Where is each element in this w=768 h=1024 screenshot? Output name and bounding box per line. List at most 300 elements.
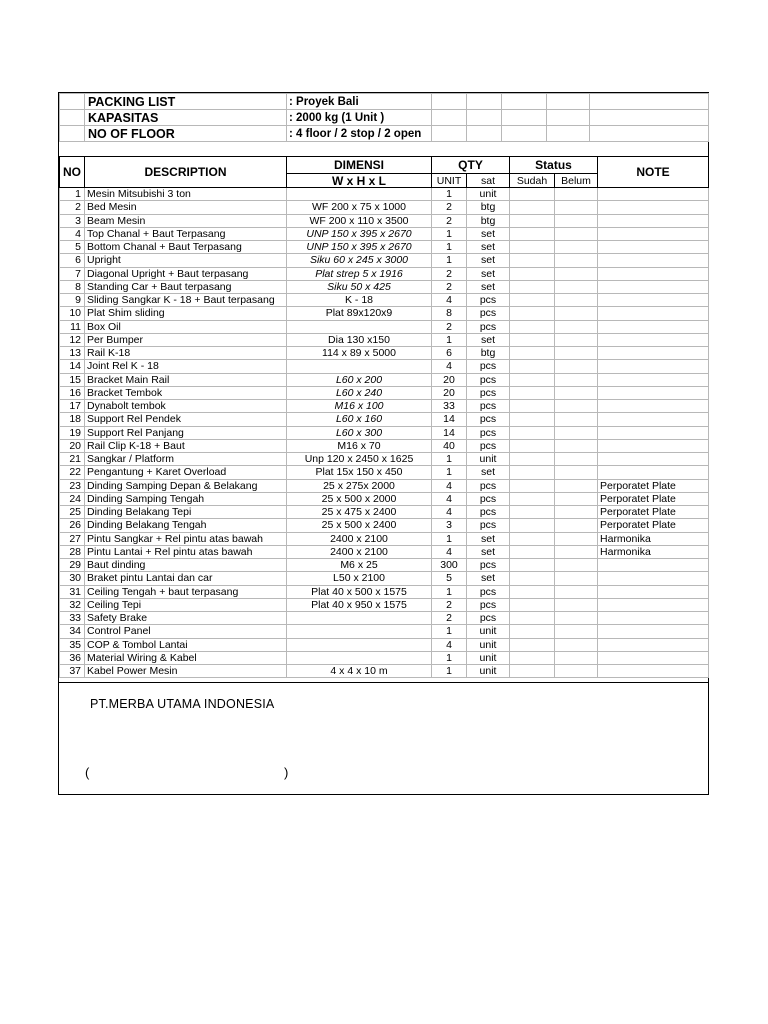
item-dimension: L60 x 160 — [287, 413, 432, 426]
item-qty-sat: set — [467, 280, 510, 293]
table-row — [60, 585, 709, 598]
item-qty-sat: set — [467, 241, 510, 254]
item-status-belum — [555, 439, 598, 452]
item-description: Rail K-18 — [85, 347, 287, 360]
item-dimension: Plat strep 5 x 1916 — [287, 267, 432, 280]
item-no: 1 — [60, 188, 85, 201]
item-dimension: L60 x 300 — [287, 426, 432, 439]
item-qty-unit: 4 — [432, 492, 467, 505]
table-row — [60, 439, 709, 452]
item-description: Sangkar / Platform — [85, 453, 287, 466]
item-status-sudah — [510, 585, 555, 598]
item-qty-unit: 1 — [432, 466, 467, 479]
item-description: Dinding Belakang Tepi — [85, 506, 287, 519]
item-description: Pintu Lantai + Rel pintu atas bawah — [85, 545, 287, 558]
item-qty-unit: 33 — [432, 400, 467, 413]
item-no: 28 — [60, 545, 85, 558]
item-qty-sat: pcs — [467, 373, 510, 386]
signature-close-paren: ) — [284, 765, 289, 780]
item-dimension: L60 x 200 — [287, 373, 432, 386]
item-qty-sat: set — [467, 545, 510, 558]
item-no: 2 — [60, 201, 85, 214]
col-status-header: Status — [510, 157, 598, 174]
item-note — [598, 585, 709, 598]
item-qty-unit: 2 — [432, 267, 467, 280]
item-note — [598, 294, 709, 307]
item-status-belum — [555, 638, 598, 651]
item-qty-sat: set — [467, 532, 510, 545]
item-qty-unit: 1 — [432, 254, 467, 267]
table-row — [60, 598, 709, 611]
item-status-sudah — [510, 545, 555, 558]
item-note: Perporatet Plate — [598, 519, 709, 532]
item-status-belum — [555, 254, 598, 267]
item-qty-sat: btg — [467, 214, 510, 227]
item-status-belum — [555, 214, 598, 227]
item-no: 25 — [60, 506, 85, 519]
item-qty-unit: 1 — [432, 453, 467, 466]
item-qty-unit: 1 — [432, 625, 467, 638]
table-row — [60, 506, 709, 519]
item-description: Bracket Main Rail — [85, 373, 287, 386]
item-dimension — [287, 320, 432, 333]
item-status-belum — [555, 267, 598, 280]
item-description: Box Oil — [85, 320, 287, 333]
item-description: Support Rel Pendek — [85, 413, 287, 426]
item-description: Material Wiring & Kabel — [85, 651, 287, 664]
item-note — [598, 638, 709, 651]
item-dimension: K - 18 — [287, 294, 432, 307]
table-row — [60, 294, 709, 307]
item-dimension: 114 x 89 x 5000 — [287, 347, 432, 360]
item-dimension — [287, 360, 432, 373]
item-status-sudah — [510, 267, 555, 280]
item-description: Plat Shim sliding — [85, 307, 287, 320]
item-status-belum — [555, 532, 598, 545]
table-row — [60, 227, 709, 240]
table-row — [60, 333, 709, 346]
item-qty-sat: unit — [467, 665, 510, 678]
item-description: COP & Tombol Lantai — [85, 638, 287, 651]
item-note — [598, 280, 709, 293]
item-status-sudah — [510, 400, 555, 413]
item-qty-unit: 1 — [432, 188, 467, 201]
table-row — [60, 572, 709, 585]
item-note — [598, 320, 709, 333]
col-description-header: DESCRIPTION — [85, 157, 287, 188]
item-status-belum — [555, 386, 598, 399]
item-qty-unit: 1 — [432, 227, 467, 240]
item-status-belum — [555, 241, 598, 254]
item-no: 24 — [60, 492, 85, 505]
table-row — [60, 532, 709, 545]
item-note — [598, 333, 709, 346]
item-status-sudah — [510, 373, 555, 386]
item-dimension: Unp 120 x 2450 x 1625 — [287, 453, 432, 466]
item-qty-unit: 6 — [432, 347, 467, 360]
item-dimension: Siku 50 x 425 — [287, 280, 432, 293]
item-status-sudah — [510, 612, 555, 625]
item-status-sudah — [510, 572, 555, 585]
item-qty-sat: pcs — [467, 479, 510, 492]
item-qty-unit: 4 — [432, 360, 467, 373]
item-description: Ceiling Tengah + baut terpasang — [85, 585, 287, 598]
item-description: Upright — [85, 254, 287, 267]
item-status-belum — [555, 280, 598, 293]
item-qty-unit: 2 — [432, 280, 467, 293]
item-qty-unit: 4 — [432, 479, 467, 492]
item-no: 13 — [60, 347, 85, 360]
table-row — [60, 545, 709, 558]
item-qty-sat: pcs — [467, 360, 510, 373]
header-row-packing-list — [60, 94, 709, 110]
table-row — [60, 426, 709, 439]
floor-value: : 4 floor / 2 stop / 2 open — [287, 126, 432, 142]
items-body — [60, 188, 709, 678]
kapasitas-label: KAPASITAS — [85, 110, 287, 126]
table-row — [60, 625, 709, 638]
column-header-row — [60, 157, 709, 174]
item-no: 17 — [60, 400, 85, 413]
item-status-sudah — [510, 294, 555, 307]
table-row — [60, 307, 709, 320]
item-status-sudah — [510, 466, 555, 479]
item-no: 8 — [60, 280, 85, 293]
item-description: Rail Clip K-18 + Baut — [85, 439, 287, 452]
item-dimension: 4 x 4 x 10 m — [287, 665, 432, 678]
item-description: Dinding Belakang Tengah — [85, 519, 287, 532]
item-qty-sat: pcs — [467, 400, 510, 413]
item-description: Baut dinding — [85, 559, 287, 572]
item-qty-sat: pcs — [467, 506, 510, 519]
item-no: 27 — [60, 532, 85, 545]
packing-list-value: : Proyek Bali — [287, 94, 432, 110]
col-qty-sat-header: sat — [467, 174, 510, 188]
item-qty-sat: btg — [467, 347, 510, 360]
item-note: Perporatet Plate — [598, 492, 709, 505]
table-row — [60, 400, 709, 413]
table-row — [60, 280, 709, 293]
item-qty-sat: set — [467, 333, 510, 346]
item-qty-unit: 4 — [432, 506, 467, 519]
item-status-sudah — [510, 439, 555, 452]
item-status-belum — [555, 453, 598, 466]
item-qty-sat: unit — [467, 651, 510, 664]
item-status-sudah — [510, 598, 555, 611]
item-dimension — [287, 651, 432, 664]
item-description: Bottom Chanal + Baut Terpasang — [85, 241, 287, 254]
item-no: 11 — [60, 320, 85, 333]
item-note — [598, 267, 709, 280]
item-no: 7 — [60, 267, 85, 280]
item-status-sudah — [510, 360, 555, 373]
item-description: Braket pintu Lantai dan car — [85, 572, 287, 585]
item-no: 9 — [60, 294, 85, 307]
item-qty-unit: 40 — [432, 439, 467, 452]
item-status-belum — [555, 585, 598, 598]
item-note — [598, 201, 709, 214]
item-dimension: Plat 89x120x9 — [287, 307, 432, 320]
item-note: Perporatet Plate — [598, 506, 709, 519]
item-status-sudah — [510, 519, 555, 532]
table-row — [60, 254, 709, 267]
item-qty-unit: 20 — [432, 373, 467, 386]
item-dimension: M6 x 25 — [287, 559, 432, 572]
table-row — [60, 453, 709, 466]
kapasitas-value: : 2000 kg (1 Unit ) — [287, 110, 432, 126]
signature-section — [59, 682, 708, 795]
item-status-sudah — [510, 665, 555, 678]
item-no: 35 — [60, 638, 85, 651]
item-description: Dynabolt tembok — [85, 400, 287, 413]
table-row — [60, 559, 709, 572]
table-row — [60, 267, 709, 280]
item-no: 33 — [60, 612, 85, 625]
item-note — [598, 386, 709, 399]
item-no: 5 — [60, 241, 85, 254]
item-description: Standing Car + Baut terpasang — [85, 280, 287, 293]
item-no: 6 — [60, 254, 85, 267]
item-dimension: 25 x 475 x 2400 — [287, 506, 432, 519]
item-description: Sliding Sangkar K - 18 + Baut terpasang — [85, 294, 287, 307]
item-note — [598, 453, 709, 466]
item-status-belum — [555, 333, 598, 346]
item-status-sudah — [510, 214, 555, 227]
item-note — [598, 347, 709, 360]
table-row — [60, 665, 709, 678]
item-qty-sat: pcs — [467, 559, 510, 572]
item-status-belum — [555, 373, 598, 386]
item-qty-unit: 1 — [432, 532, 467, 545]
item-status-belum — [555, 466, 598, 479]
item-qty-unit: 4 — [432, 294, 467, 307]
item-qty-unit: 2 — [432, 320, 467, 333]
item-dimension: WF 200 x 75 x 1000 — [287, 201, 432, 214]
item-dimension: Plat 40 x 500 x 1575 — [287, 585, 432, 598]
item-no: 32 — [60, 598, 85, 611]
item-dimension — [287, 625, 432, 638]
item-note — [598, 612, 709, 625]
item-status-belum — [555, 519, 598, 532]
item-no: 15 — [60, 373, 85, 386]
item-status-belum — [555, 294, 598, 307]
item-dimension: Plat 40 x 950 x 1575 — [287, 598, 432, 611]
table-row — [60, 413, 709, 426]
col-no-header: NO — [60, 157, 85, 188]
item-qty-sat: unit — [467, 638, 510, 651]
item-status-belum — [555, 360, 598, 373]
item-note: Harmonika — [598, 532, 709, 545]
item-note — [598, 400, 709, 413]
item-note — [598, 466, 709, 479]
item-no: 21 — [60, 453, 85, 466]
item-description: Support Rel Panjang — [85, 426, 287, 439]
item-note — [598, 426, 709, 439]
item-status-belum — [555, 598, 598, 611]
item-no: 30 — [60, 572, 85, 585]
item-status-belum — [555, 545, 598, 558]
item-description: Diagonal Upright + Baut terpasang — [85, 267, 287, 280]
item-qty-sat: pcs — [467, 307, 510, 320]
item-status-sudah — [510, 227, 555, 240]
item-qty-unit: 20 — [432, 386, 467, 399]
company-name: PT.MERBA UTAMA INDONESIA — [90, 697, 275, 711]
item-note — [598, 572, 709, 585]
table-row — [60, 492, 709, 505]
item-qty-sat: set — [467, 254, 510, 267]
item-description: Dinding Samping Tengah — [85, 492, 287, 505]
item-status-belum — [555, 572, 598, 585]
item-qty-sat: pcs — [467, 320, 510, 333]
signature-open-paren: ( — [85, 765, 90, 780]
item-note — [598, 651, 709, 664]
item-qty-unit: 14 — [432, 426, 467, 439]
item-description: Top Chanal + Baut Terpasang — [85, 227, 287, 240]
item-description: Bracket Tembok — [85, 386, 287, 399]
item-description: Bed Mesin — [85, 201, 287, 214]
item-note — [598, 307, 709, 320]
item-dimension: 25 x 500 x 2400 — [287, 519, 432, 532]
item-status-belum — [555, 651, 598, 664]
item-dimension: 25 x 500 x 2000 — [287, 492, 432, 505]
item-note: Perporatet Plate — [598, 479, 709, 492]
item-status-sudah — [510, 638, 555, 651]
item-dimension: Plat 15x 150 x 450 — [287, 466, 432, 479]
item-no: 16 — [60, 386, 85, 399]
packing-list-label: PACKING LIST — [85, 94, 287, 110]
item-qty-unit: 14 — [432, 413, 467, 426]
item-status-belum — [555, 426, 598, 439]
item-status-belum — [555, 479, 598, 492]
item-no: 23 — [60, 479, 85, 492]
item-status-sudah — [510, 201, 555, 214]
item-description: Pintu Sangkar + Rel pintu atas bawah — [85, 532, 287, 545]
table-row — [60, 651, 709, 664]
item-description: Per Bumper — [85, 333, 287, 346]
item-qty-sat: pcs — [467, 519, 510, 532]
item-no: 12 — [60, 333, 85, 346]
table-row — [60, 201, 709, 214]
table-row — [60, 519, 709, 532]
item-status-belum — [555, 347, 598, 360]
item-no: 31 — [60, 585, 85, 598]
item-dimension: UNP 150 x 395 x 2670 — [287, 241, 432, 254]
item-status-sudah — [510, 426, 555, 439]
item-qty-sat: unit — [467, 453, 510, 466]
item-note — [598, 241, 709, 254]
item-qty-sat: set — [467, 466, 510, 479]
table-row — [60, 612, 709, 625]
item-qty-sat: btg — [467, 201, 510, 214]
item-note — [598, 227, 709, 240]
item-status-sudah — [510, 347, 555, 360]
item-no: 3 — [60, 214, 85, 227]
header-info-table — [59, 93, 709, 142]
table-row — [60, 638, 709, 651]
item-status-belum — [555, 307, 598, 320]
table-row — [60, 188, 709, 201]
item-dimension: 25 x 275x 2000 — [287, 479, 432, 492]
item-no: 4 — [60, 227, 85, 240]
item-no: 10 — [60, 307, 85, 320]
item-note — [598, 665, 709, 678]
item-note — [598, 214, 709, 227]
item-qty-unit: 1 — [432, 665, 467, 678]
col-note-header: NOTE — [598, 157, 709, 188]
table-row — [60, 479, 709, 492]
item-status-belum — [555, 201, 598, 214]
item-description: Ceiling Tepi — [85, 598, 287, 611]
item-status-belum — [555, 320, 598, 333]
item-description: Joint Rel K - 18 — [85, 360, 287, 373]
item-dimension: L60 x 240 — [287, 386, 432, 399]
col-dimensi-subheader: W x H x L — [287, 174, 432, 188]
item-dimension: M16 x 100 — [287, 400, 432, 413]
item-qty-unit: 2 — [432, 598, 467, 611]
item-no: 37 — [60, 665, 85, 678]
item-dimension: UNP 150 x 395 x 2670 — [287, 227, 432, 240]
item-qty-sat: pcs — [467, 426, 510, 439]
item-status-sudah — [510, 479, 555, 492]
item-description: Mesin Mitsubishi 3 ton — [85, 188, 287, 201]
item-description: Safety Brake — [85, 612, 287, 625]
item-status-belum — [555, 188, 598, 201]
item-qty-sat: pcs — [467, 492, 510, 505]
item-no: 29 — [60, 559, 85, 572]
table-row — [60, 347, 709, 360]
items-table — [59, 156, 709, 678]
item-note: Harmonika — [598, 545, 709, 558]
item-dimension: WF 200 x 110 x 3500 — [287, 214, 432, 227]
item-qty-sat: pcs — [467, 585, 510, 598]
table-row — [60, 241, 709, 254]
item-note — [598, 373, 709, 386]
item-status-belum — [555, 227, 598, 240]
item-status-sudah — [510, 386, 555, 399]
item-description: Kabel Power Mesin — [85, 665, 287, 678]
item-dimension: M16 x 70 — [287, 439, 432, 452]
item-no: 18 — [60, 413, 85, 426]
item-note — [598, 598, 709, 611]
item-status-belum — [555, 506, 598, 519]
col-dimensi-header: DIMENSI — [287, 157, 432, 174]
col-status-sudah-header: Sudah — [510, 174, 555, 188]
item-status-sudah — [510, 241, 555, 254]
header-spacer-row — [59, 142, 708, 157]
table-row — [60, 466, 709, 479]
packing-list-sheet — [58, 92, 709, 795]
item-no: 34 — [60, 625, 85, 638]
item-qty-unit: 4 — [432, 638, 467, 651]
item-qty-unit: 1 — [432, 241, 467, 254]
item-description: Dinding Samping Depan & Belakang — [85, 479, 287, 492]
col-status-belum-header: Belum — [555, 174, 598, 188]
item-description: Control Panel — [85, 625, 287, 638]
item-status-sudah — [510, 506, 555, 519]
item-qty-sat: pcs — [467, 413, 510, 426]
item-no: 14 — [60, 360, 85, 373]
item-status-sudah — [510, 492, 555, 505]
col-qty-unit-header: UNIT — [432, 174, 467, 188]
item-dimension: L50 x 2100 — [287, 572, 432, 585]
item-note — [598, 360, 709, 373]
item-qty-sat: unit — [467, 188, 510, 201]
item-status-sudah — [510, 307, 555, 320]
item-note — [598, 413, 709, 426]
item-qty-sat: set — [467, 572, 510, 585]
item-qty-unit: 2 — [432, 201, 467, 214]
item-qty-sat: pcs — [467, 386, 510, 399]
